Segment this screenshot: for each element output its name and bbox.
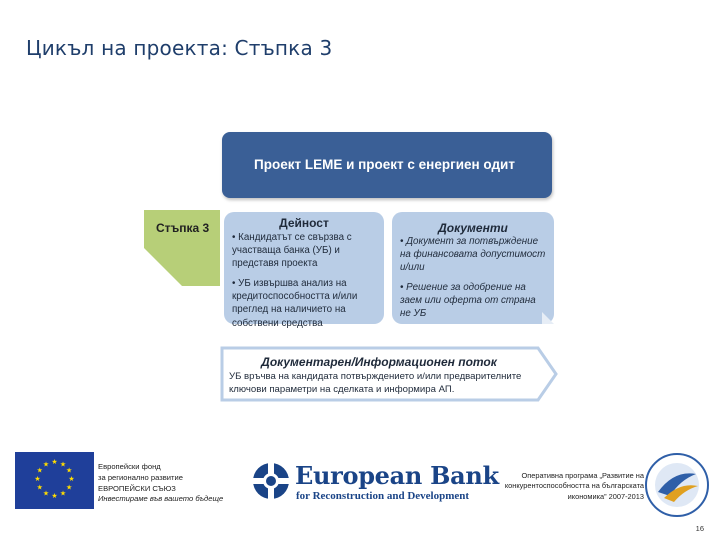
svg-text:★: ★ xyxy=(36,483,43,492)
eu-text-line: ЕВРОПЕЙСКИ СЪЮЗ xyxy=(98,483,176,493)
flow-text: УБ връчва на кандидата потвърждението и/или предварителните ключови параметри на сделката и информира АП. xyxy=(229,371,522,395)
svg-text:★: ★ xyxy=(42,460,50,469)
documents-title: Документи xyxy=(438,221,508,235)
svg-text:★: ★ xyxy=(34,475,41,483)
activity-title: Дейност xyxy=(279,216,329,230)
documents-item: • Решение за одобрение на заем или оферта от страна не УБ xyxy=(400,282,536,320)
svg-text:★: ★ xyxy=(42,489,50,498)
documents-box xyxy=(392,212,554,324)
op-text-line: конкурентоспособността на българската xyxy=(504,481,644,491)
step-label: Стъпка 3 xyxy=(156,221,210,235)
project-type-box xyxy=(222,132,552,198)
svg-text:★: ★ xyxy=(59,489,67,498)
ebrd-name: European Bank xyxy=(295,461,499,490)
activity-list xyxy=(232,231,378,337)
competitiveness-logo-icon xyxy=(644,452,710,518)
project-type-label: Проект LEME и проект с енергиен одит xyxy=(254,157,515,172)
page-number: 16 xyxy=(695,524,704,533)
svg-text:★: ★ xyxy=(68,475,75,483)
svg-text:★: ★ xyxy=(51,492,58,500)
eu-text-line: Европейски фонд xyxy=(98,462,161,471)
activity-item: • Кандидатът се свързва с участваща банка (УБ) и представя проекта xyxy=(232,232,352,270)
op-programme-text xyxy=(505,471,644,502)
flow-title: Документарен/Информационен поток xyxy=(261,355,497,369)
activity-item: • УБ извършва анализ на кредитоспособността и/или преглед на наличието на собствени средства xyxy=(232,278,358,329)
eu-fund-text xyxy=(98,462,223,505)
activity-box xyxy=(224,212,384,329)
svg-text:★: ★ xyxy=(59,460,67,469)
eu-text-line: за регионално развитие xyxy=(98,472,183,482)
eu-slogan: Инвестираме във вашето бъдеще xyxy=(98,494,224,504)
op-text-line: Оперативна програма „Развитие на xyxy=(521,471,644,480)
ebrd-subtitle: for Reconstruction and Development xyxy=(296,490,470,502)
ebrd-logo-icon xyxy=(252,460,290,502)
documents-list xyxy=(400,235,548,328)
svg-text:★: ★ xyxy=(66,483,73,492)
svg-text:★: ★ xyxy=(51,458,58,466)
slide-title: Цикъл на проекта: Стъпка 3 xyxy=(26,36,333,60)
op-text-line: икономика” 2007-2013 xyxy=(567,491,644,501)
eu-flag-icon xyxy=(15,452,94,509)
page-fold-corner xyxy=(542,312,554,324)
svg-text:★: ★ xyxy=(66,466,73,475)
documents-item: • Документ за потвърждение на финансовата допустимост и/или xyxy=(400,236,546,274)
svg-text:★: ★ xyxy=(36,466,43,475)
